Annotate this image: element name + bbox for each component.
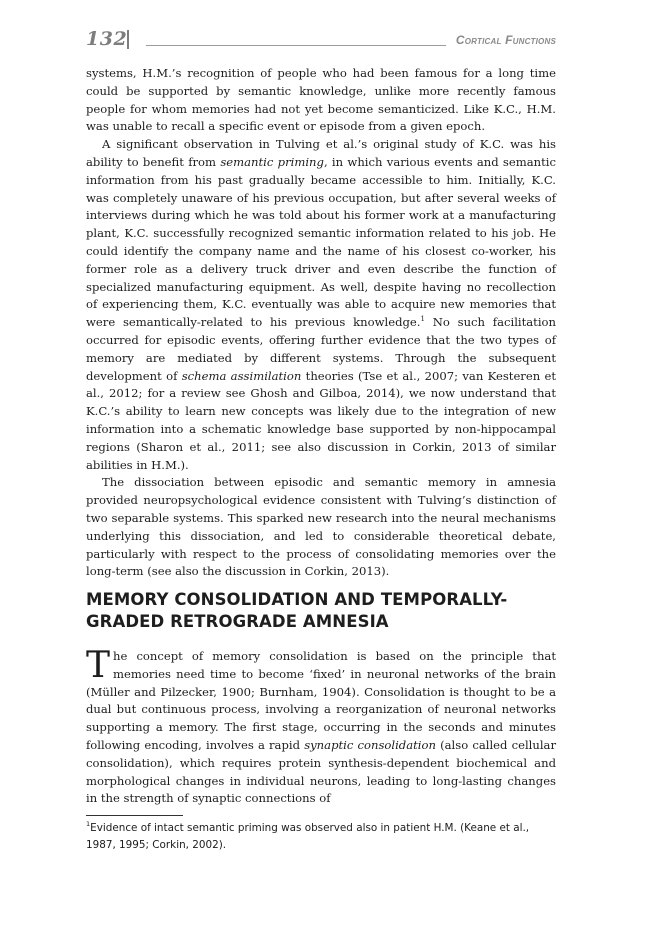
emphasis: semantic priming bbox=[220, 154, 324, 169]
paragraph bbox=[86, 136, 556, 474]
section-heading-line: GRADED RETROGRADE AMNESIA bbox=[86, 612, 389, 631]
body-text-section-2 bbox=[86, 645, 557, 808]
running-head-divider bbox=[127, 30, 129, 49]
emphasis: synaptic consolidation bbox=[304, 737, 436, 752]
body-text-section-1 bbox=[86, 65, 556, 581]
running-head bbox=[86, 28, 556, 52]
paragraph-text: No such facilitation occurred for episodic events, offering further evidence that the two types of memory are mediated by different systems. Through the subsequent development of bbox=[86, 315, 556, 383]
paragraph-text: A significant observation in Tulving et al.’s original study of K.C. was his ability to benefit from bbox=[86, 137, 556, 169]
paragraph-text: , in which various events and semantic information from his past gradually became accessible to him. Initially, K.C. was completely unaware of his previous occupation, but after several weeks of interviews during which he was told about his former work at a manufacturing plant, K.C. successfully recognized semantic information related to his job. He could identify the company name and the name of his closest co-worker, his former role as a delivery truck driver and even describe the function of specialized manufacturing equipment. As well, despite having no recollection of experiencing them, K.C. eventually was able to acquire new memories that were semantically-related to his previous knowledge. bbox=[86, 154, 556, 330]
footnote-marker: 1 bbox=[86, 820, 91, 828]
paragraph-text: (also called cellular consolidation), which requires protein synthesis-dependent biochemical and morphological changes in individual neurons, leading to long-lasting changes in the strength of synaptic connections of bbox=[86, 737, 557, 806]
footnote-rule bbox=[86, 815, 183, 816]
page-number: 132 bbox=[86, 28, 128, 50]
paragraph: systems, H.M.’s recognition of people who had been famous for a long time could be supported by semantic knowledge, unlike more recently famous people for whom memories had not yet become semanticized. Like K.C., H.M. was unable to recall a specific event or episode from a given epoch. bbox=[86, 66, 556, 134]
section-heading-line: MEMORY CONSOLIDATION AND TEMPORALLY- bbox=[86, 590, 508, 609]
paragraph: The dissociation between episodic and semantic memory in amnesia provided neuropsychological evidence consistent with Tulving’s distinction of two separable systems. This sparked new research into the neural mechanisms underlying this dissociation, and led to considerable theoretical debate, particularly with respect to the process of consolidating memories over the long-term (see also the discussion in Corkin, 2013). bbox=[86, 475, 556, 579]
paragraph bbox=[86, 645, 557, 808]
footnote-text: Evidence of intact semantic priming was observed also in patient H.M. (Keane et al., 1987, 1995; Corkin, 2002). bbox=[86, 822, 530, 851]
running-head-title: Cortical Functions bbox=[455, 33, 556, 47]
drop-cap: T bbox=[86, 645, 111, 686]
footnote-reference: 1 bbox=[420, 315, 425, 324]
emphasis: schema assimilation bbox=[181, 368, 302, 383]
paragraph-text: theories (Tse et al., 2007; van Kesteren et al., 2012; for a review see Ghosh and Gilboa, 2014), we now understand that K.C.’s ability to learn new concepts was likely due to the integration of new information into a schematic knowledge base supported by non-hippocampal regions (Sharon et al., 2011; see also discussion in Corkin, 2013 of similar abilities in H.M.). bbox=[86, 368, 556, 472]
paragraph-text: he concept of memory consolidation is based on the principle that memories need time to become ‘fixed’ in neuronal networks of the brain (Müller and Pilzecker, 1900; Burnham, 1904). Consolidation is thought to be a dual but continuous process, involving a reorganization of neuronal networks supporting a memory. The first stage, occurring in the seconds and minutes following encoding, involves a rapid bbox=[86, 649, 556, 752]
section-heading bbox=[86, 589, 556, 633]
running-head-rule bbox=[146, 45, 446, 46]
footnote bbox=[86, 820, 556, 854]
